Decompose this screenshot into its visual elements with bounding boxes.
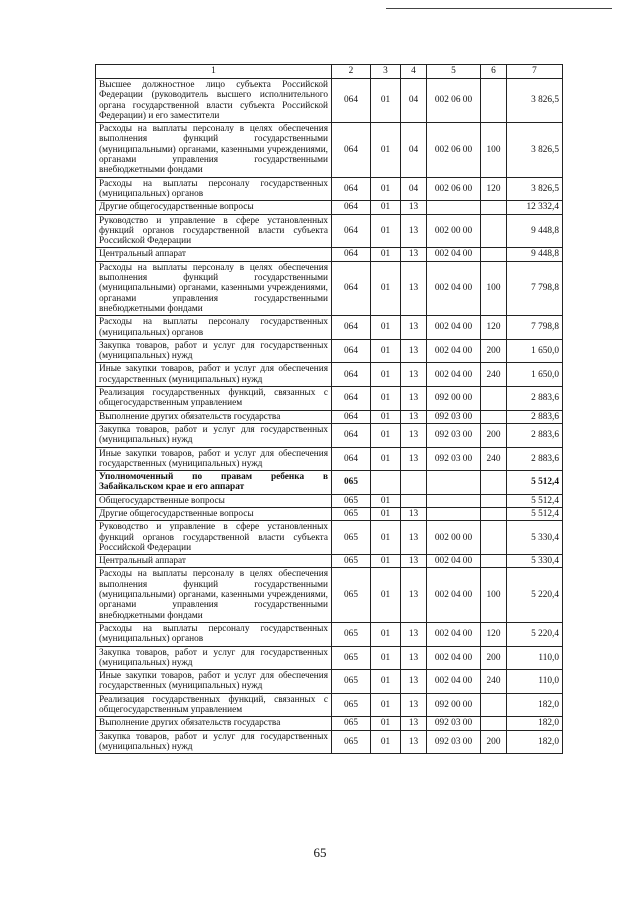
amount-cell: 5 512,4 xyxy=(507,507,563,520)
amount-cell: 5 330,4 xyxy=(507,555,563,568)
subsection-code-cell: 13 xyxy=(401,339,427,363)
amount-cell: 2 883,6 xyxy=(507,410,563,423)
ministry-code-cell: 064 xyxy=(332,410,371,423)
table-row xyxy=(96,316,563,340)
amount-cell: 2 883,6 xyxy=(507,423,563,447)
target-article-cell: 002 04 00 xyxy=(427,339,481,363)
expense-type-cell xyxy=(481,717,507,730)
expense-type-cell xyxy=(481,494,507,507)
table-row xyxy=(96,471,563,495)
header-cell: 1 xyxy=(96,65,332,79)
amount-cell: 182,0 xyxy=(507,717,563,730)
target-article-cell: 092 03 00 xyxy=(427,730,481,754)
item-name-cell: Расходы на выплаты персоналу государственных (муниципальных) органов xyxy=(96,316,332,340)
section-code-cell: 01 xyxy=(371,670,401,694)
expense-type-cell: 120 xyxy=(481,316,507,340)
expense-type-cell: 240 xyxy=(481,363,507,387)
table-row xyxy=(96,177,563,201)
section-code-cell: 01 xyxy=(371,261,401,315)
target-article-cell: 002 04 00 xyxy=(427,363,481,387)
amount-cell: 5 220,4 xyxy=(507,622,563,646)
item-name-cell: Общегосударственные вопросы xyxy=(96,494,332,507)
subsection-code-cell: 13 xyxy=(401,646,427,670)
amount-cell: 3 826,5 xyxy=(507,123,563,177)
table-row xyxy=(96,568,563,622)
item-name-cell: Реализация государственных функций, связанных с общегосударственным управлением xyxy=(96,387,332,411)
expense-type-cell xyxy=(481,507,507,520)
ministry-code-cell: 064 xyxy=(332,248,371,261)
table-row xyxy=(96,507,563,520)
expense-type-cell: 240 xyxy=(481,670,507,694)
section-code-cell: 01 xyxy=(371,555,401,568)
section-code-cell: 01 xyxy=(371,494,401,507)
subsection-code-cell: 13 xyxy=(401,507,427,520)
item-name-cell: Закупка товаров, работ и услуг для государственных (муниципальных) нужд xyxy=(96,423,332,447)
item-name-cell: Расходы на выплаты персоналу в целях обеспечения выполнения функций государственными (муниципальными) органами, казенными учреждениями, органами управления государственными внебюджетными фондами xyxy=(96,261,332,315)
ministry-code-cell: 064 xyxy=(332,339,371,363)
target-article-cell: 002 06 00 xyxy=(427,79,481,123)
target-article-cell xyxy=(427,494,481,507)
section-code-cell: 01 xyxy=(371,521,401,555)
target-article-cell: 002 04 00 xyxy=(427,248,481,261)
header-cell: 7 xyxy=(507,65,563,79)
target-article-cell: 092 03 00 xyxy=(427,410,481,423)
target-article-cell xyxy=(427,507,481,520)
section-code-cell: 01 xyxy=(371,214,401,248)
target-article-cell: 002 04 00 xyxy=(427,646,481,670)
ministry-code-cell: 064 xyxy=(332,423,371,447)
subsection-code-cell: 04 xyxy=(401,79,427,123)
table-row xyxy=(96,555,563,568)
subsection-code-cell: 13 xyxy=(401,717,427,730)
target-article-cell: 092 03 00 xyxy=(427,423,481,447)
subsection-code-cell: 13 xyxy=(401,447,427,471)
ministry-code-cell: 065 xyxy=(332,494,371,507)
item-name-cell: Иные закупки товаров, работ и услуг для обеспечения государственных (муниципальных) нужд xyxy=(96,670,332,694)
header-cell: 6 xyxy=(481,65,507,79)
expense-type-cell: 200 xyxy=(481,730,507,754)
item-name-cell: Расходы на выплаты персоналу в целях обеспечения выполнения функций государственными (муниципальными) органами, казенными учреждениями, органами управления государственными внебюджетными фондами xyxy=(96,123,332,177)
ministry-code-cell: 064 xyxy=(332,363,371,387)
subsection-code-cell: 13 xyxy=(401,387,427,411)
item-name-cell: Руководство и управление в сфере установленных функций органов государственной власти субъекта Российской Федерации xyxy=(96,214,332,248)
target-article-cell: 092 00 00 xyxy=(427,387,481,411)
amount-cell: 2 883,6 xyxy=(507,447,563,471)
item-name-cell: Центральный аппарат xyxy=(96,555,332,568)
item-name-cell: Закупка товаров, работ и услуг для государственных (муниципальных) нужд xyxy=(96,646,332,670)
table-row xyxy=(96,494,563,507)
table-row xyxy=(96,79,563,123)
ministry-code-cell: 064 xyxy=(332,447,371,471)
expense-type-cell xyxy=(481,214,507,248)
expense-type-cell: 120 xyxy=(481,177,507,201)
item-name-cell: Закупка товаров, работ и услуг для государственных (муниципальных) нужд xyxy=(96,730,332,754)
amount-cell: 5 512,4 xyxy=(507,471,563,495)
section-code-cell: 01 xyxy=(371,316,401,340)
expense-type-cell: 200 xyxy=(481,423,507,447)
item-name-cell: Центральный аппарат xyxy=(96,248,332,261)
target-article-cell: 092 00 00 xyxy=(427,693,481,717)
section-code-cell: 01 xyxy=(371,363,401,387)
expense-type-cell: 100 xyxy=(481,261,507,315)
section-code-cell: 01 xyxy=(371,717,401,730)
subsection-code-cell: 13 xyxy=(401,248,427,261)
item-name-cell: Иные закупки товаров, работ и услуг для обеспечения государственных (муниципальных) нужд xyxy=(96,447,332,471)
table-row xyxy=(96,214,563,248)
subsection-code-cell: 13 xyxy=(401,521,427,555)
target-article-cell: 002 04 00 xyxy=(427,622,481,646)
item-name-cell: Выполнение других обязательств государства xyxy=(96,410,332,423)
table-row xyxy=(96,521,563,555)
table-row xyxy=(96,693,563,717)
amount-cell: 110,0 xyxy=(507,646,563,670)
item-name-cell: Расходы на выплаты персоналу в целях обеспечения выполнения функций государственными (муниципальными) органами, казенными учреждениями, органами управления государственными внебюджетными фондами xyxy=(96,568,332,622)
section-code-cell xyxy=(371,471,401,495)
subsection-code-cell: 13 xyxy=(401,568,427,622)
amount-cell: 12 332,4 xyxy=(507,201,563,214)
section-code-cell: 01 xyxy=(371,568,401,622)
section-code-cell: 01 xyxy=(371,410,401,423)
item-name-cell: Расходы на выплаты персоналу государственных (муниципальных) органов xyxy=(96,177,332,201)
header-cell: 2 xyxy=(332,65,371,79)
target-article-cell: 002 06 00 xyxy=(427,177,481,201)
target-article-cell: 092 03 00 xyxy=(427,447,481,471)
ministry-code-cell: 065 xyxy=(332,568,371,622)
table-row xyxy=(96,730,563,754)
subsection-code-cell: 13 xyxy=(401,730,427,754)
subsection-code-cell: 13 xyxy=(401,214,427,248)
table-body xyxy=(96,65,563,754)
section-code-cell: 01 xyxy=(371,79,401,123)
budget-table xyxy=(95,64,563,754)
item-name-cell: Другие общегосударственные вопросы xyxy=(96,201,332,214)
section-code-cell: 01 xyxy=(371,339,401,363)
section-code-cell: 01 xyxy=(371,646,401,670)
target-article-cell: 002 00 00 xyxy=(427,521,481,555)
top-rule xyxy=(386,8,612,9)
expense-type-cell xyxy=(481,521,507,555)
table-row xyxy=(96,339,563,363)
amount-cell: 5 220,4 xyxy=(507,568,563,622)
expense-type-cell xyxy=(481,201,507,214)
ministry-code-cell: 065 xyxy=(332,471,371,495)
item-name-cell: Иные закупки товаров, работ и услуг для обеспечения государственных (муниципальных) нужд xyxy=(96,363,332,387)
table-row xyxy=(96,423,563,447)
expense-type-cell xyxy=(481,693,507,717)
ministry-code-cell: 065 xyxy=(332,521,371,555)
subsection-code-cell: 13 xyxy=(401,316,427,340)
table-row xyxy=(96,363,563,387)
table-row xyxy=(96,123,563,177)
amount-cell: 3 826,5 xyxy=(507,79,563,123)
amount-cell: 110,0 xyxy=(507,670,563,694)
target-article-cell: 092 03 00 xyxy=(427,717,481,730)
section-code-cell: 01 xyxy=(371,622,401,646)
item-name-cell: Закупка товаров, работ и услуг для государственных (муниципальных) нужд xyxy=(96,339,332,363)
ministry-code-cell: 064 xyxy=(332,79,371,123)
table-row xyxy=(96,410,563,423)
ministry-code-cell: 065 xyxy=(332,730,371,754)
ministry-code-cell: 065 xyxy=(332,670,371,694)
expense-type-cell: 100 xyxy=(481,568,507,622)
ministry-code-cell: 064 xyxy=(332,177,371,201)
item-name-cell: Высшее должностное лицо субъекта Российской Федерации (руководитель высшего исполнительного органа государственной власти субъекта Российской Федерации) и его заместители xyxy=(96,79,332,123)
section-code-cell: 01 xyxy=(371,248,401,261)
subsection-code-cell: 13 xyxy=(401,670,427,694)
expense-type-cell: 200 xyxy=(481,339,507,363)
ministry-code-cell: 065 xyxy=(332,507,371,520)
subsection-code-cell xyxy=(401,471,427,495)
target-article-cell: 002 04 00 xyxy=(427,555,481,568)
amount-cell: 5 512,4 xyxy=(507,494,563,507)
subsection-code-cell: 13 xyxy=(401,363,427,387)
expense-type-cell: 100 xyxy=(481,123,507,177)
expense-type-cell xyxy=(481,410,507,423)
table-row xyxy=(96,646,563,670)
section-code-cell: 01 xyxy=(371,177,401,201)
item-name-cell: Выполнение других обязательств государства xyxy=(96,717,332,730)
table-row xyxy=(96,201,563,214)
expense-type-cell: 200 xyxy=(481,646,507,670)
section-code-cell: 01 xyxy=(371,507,401,520)
ministry-code-cell: 065 xyxy=(332,622,371,646)
target-article-cell: 002 04 00 xyxy=(427,261,481,315)
target-article-cell: 002 04 00 xyxy=(427,670,481,694)
target-article-cell: 002 04 00 xyxy=(427,316,481,340)
ministry-code-cell: 064 xyxy=(332,214,371,248)
amount-cell: 9 448,8 xyxy=(507,248,563,261)
target-article-cell: 002 00 00 xyxy=(427,214,481,248)
header-cell: 3 xyxy=(371,65,401,79)
ministry-code-cell: 064 xyxy=(332,201,371,214)
amount-cell: 7 798,8 xyxy=(507,316,563,340)
table-row xyxy=(96,670,563,694)
expense-type-cell xyxy=(481,248,507,261)
table-row xyxy=(96,622,563,646)
table-row xyxy=(96,387,563,411)
section-code-cell: 01 xyxy=(371,123,401,177)
amount-cell: 1 650,0 xyxy=(507,363,563,387)
subsection-code-cell: 13 xyxy=(401,261,427,315)
table-row xyxy=(96,717,563,730)
item-name-cell: Руководство и управление в сфере установленных функций органов государственной власти субъекта Российской Федерации xyxy=(96,521,332,555)
target-article-cell xyxy=(427,471,481,495)
item-name-cell: Расходы на выплаты персоналу государственных (муниципальных) органов xyxy=(96,622,332,646)
subsection-code-cell: 13 xyxy=(401,555,427,568)
subsection-code-cell: 13 xyxy=(401,693,427,717)
table-row xyxy=(96,261,563,315)
amount-cell: 182,0 xyxy=(507,693,563,717)
section-code-cell: 01 xyxy=(371,201,401,214)
ministry-code-cell: 065 xyxy=(332,555,371,568)
expense-type-cell xyxy=(481,471,507,495)
amount-cell: 2 883,6 xyxy=(507,387,563,411)
expense-type-cell xyxy=(481,387,507,411)
amount-cell: 1 650,0 xyxy=(507,339,563,363)
expense-type-cell: 120 xyxy=(481,622,507,646)
subsection-code-cell: 13 xyxy=(401,423,427,447)
item-name-cell: Другие общегосударственные вопросы xyxy=(96,507,332,520)
subsection-code-cell xyxy=(401,494,427,507)
header-cell: 5 xyxy=(427,65,481,79)
ministry-code-cell: 064 xyxy=(332,261,371,315)
target-article-cell xyxy=(427,201,481,214)
target-article-cell: 002 04 00 xyxy=(427,568,481,622)
expense-type-cell xyxy=(481,79,507,123)
header-cell: 4 xyxy=(401,65,427,79)
item-name-cell: Реализация государственных функций, связанных с общегосударственным управлением xyxy=(96,693,332,717)
amount-cell: 182,0 xyxy=(507,730,563,754)
subsection-code-cell: 04 xyxy=(401,123,427,177)
expense-type-cell xyxy=(481,555,507,568)
ministry-code-cell: 065 xyxy=(332,717,371,730)
section-code-cell: 01 xyxy=(371,730,401,754)
section-code-cell: 01 xyxy=(371,387,401,411)
item-name-cell: Уполномоченный по правам ребенка в Забайкальском крае и его аппарат xyxy=(96,471,332,495)
ministry-code-cell: 064 xyxy=(332,387,371,411)
ministry-code-cell: 064 xyxy=(332,123,371,177)
amount-cell: 5 330,4 xyxy=(507,521,563,555)
section-code-cell: 01 xyxy=(371,447,401,471)
subsection-code-cell: 13 xyxy=(401,410,427,423)
section-code-cell: 01 xyxy=(371,423,401,447)
expense-type-cell: 240 xyxy=(481,447,507,471)
target-article-cell: 002 06 00 xyxy=(427,123,481,177)
amount-cell: 9 448,8 xyxy=(507,214,563,248)
page-number: 65 xyxy=(313,845,327,860)
amount-cell: 7 798,8 xyxy=(507,261,563,315)
section-code-cell: 01 xyxy=(371,693,401,717)
subsection-code-cell: 13 xyxy=(401,622,427,646)
ministry-code-cell: 065 xyxy=(332,646,371,670)
subsection-code-cell: 13 xyxy=(401,201,427,214)
table-row xyxy=(96,248,563,261)
subsection-code-cell: 04 xyxy=(401,177,427,201)
header-row xyxy=(96,65,563,79)
table-row xyxy=(96,447,563,471)
amount-cell: 3 826,5 xyxy=(507,177,563,201)
ministry-code-cell: 064 xyxy=(332,316,371,340)
ministry-code-cell: 065 xyxy=(332,693,371,717)
